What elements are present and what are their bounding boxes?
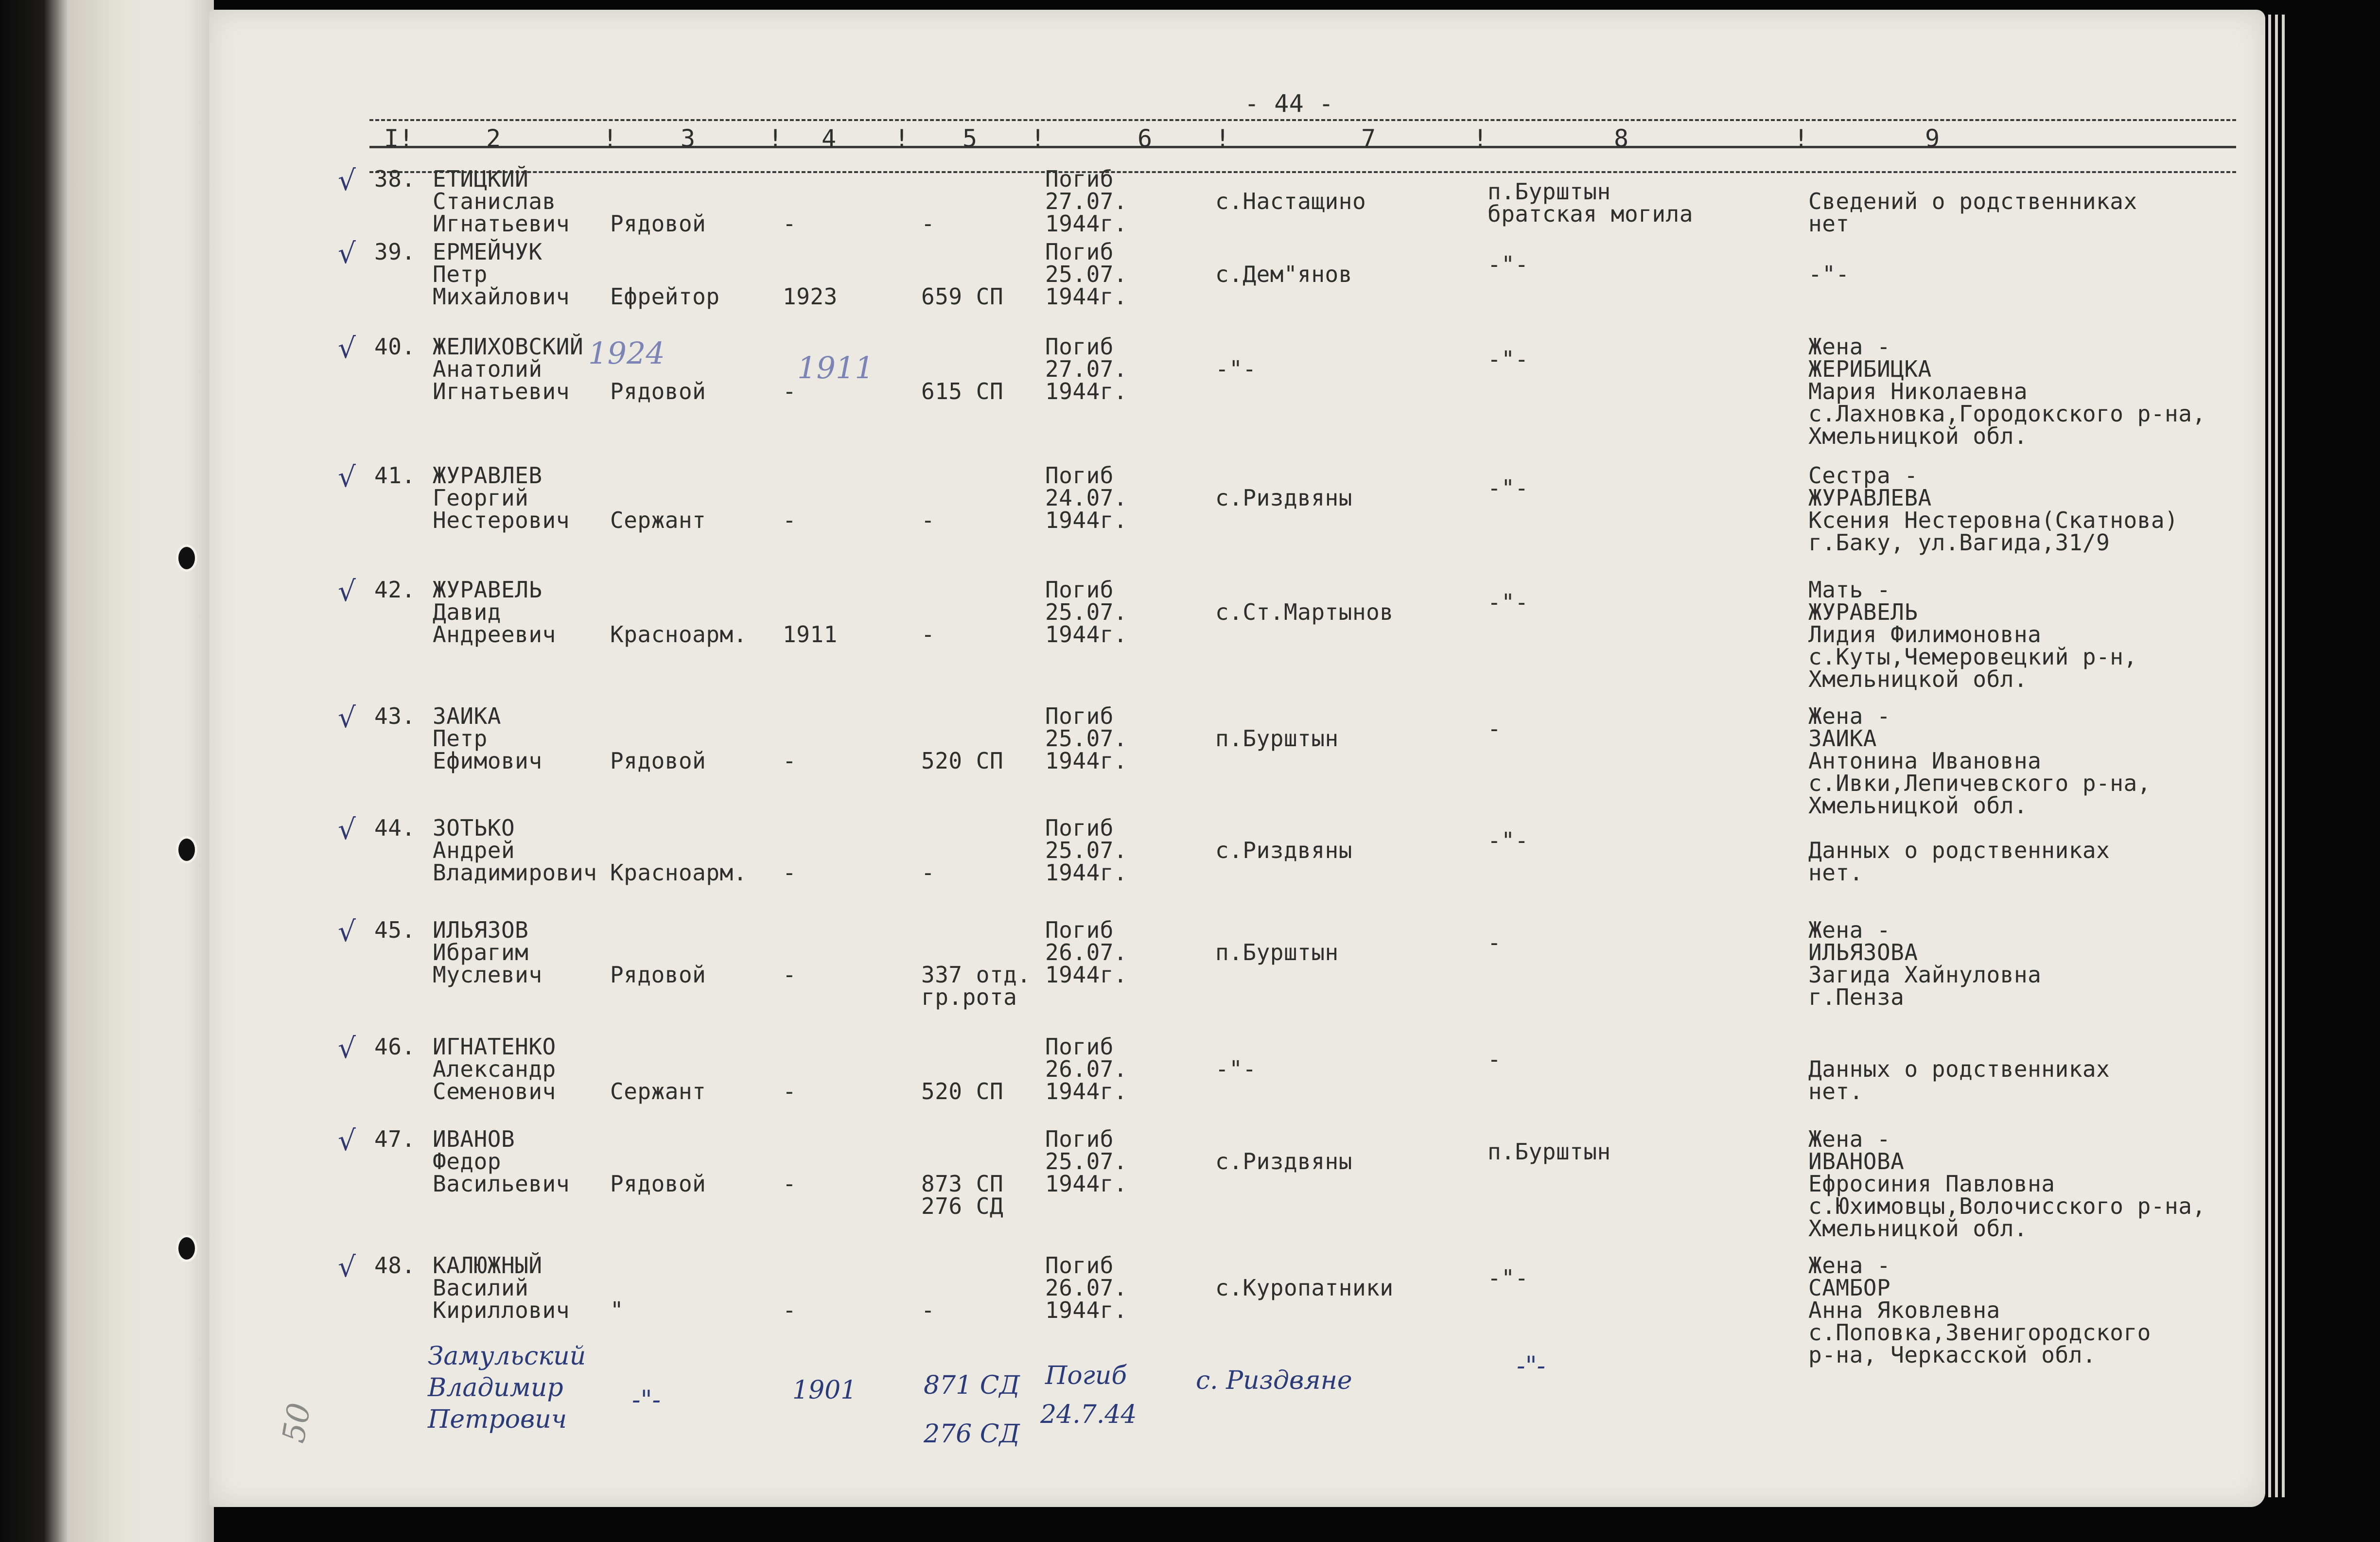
burial-place: п.Бурштын: [1488, 1139, 1611, 1165]
hw-fate-date: 24.7.44: [1040, 1400, 1137, 1429]
first-name: Федор: [433, 1148, 501, 1174]
burial-place: -"-: [1488, 1265, 1529, 1291]
relatives-line: р-на, Черкасской обл.: [1808, 1342, 2097, 1368]
relatives-line: ЖУРАВЕЛЬ: [1808, 599, 1918, 625]
surname: КАЛЮЖНЫЙ: [433, 1252, 542, 1279]
rank: Сержант: [610, 1078, 706, 1104]
relatives-line: Хмельницкой обл.: [1808, 666, 2028, 692]
relatives-line: Ефросиния Павловна: [1808, 1171, 2055, 1197]
patronymic: Нестерович: [433, 507, 570, 533]
relatives-line: Загида Хайнуловна: [1808, 962, 2042, 988]
relatives-line: Мария Николаевна: [1808, 378, 2028, 404]
hw-first-name: Владимир: [428, 1373, 563, 1402]
fate-line: 26.07.: [1045, 939, 1128, 965]
burial-place: -"-: [1488, 346, 1529, 372]
patronymic: Андреевич: [433, 621, 556, 648]
fate-line: 1944г.: [1045, 1171, 1128, 1197]
patronymic: Кириллович: [433, 1297, 570, 1323]
death-place: с.Настащино: [1215, 188, 1366, 214]
check-mark: √: [338, 332, 356, 365]
death-place: с.Куропатники: [1215, 1275, 1394, 1301]
patronymic: Муслевич: [433, 962, 542, 988]
fate-line: 1944г.: [1045, 962, 1128, 988]
relatives-line: Жена -: [1808, 917, 1891, 943]
rank: Красноарм.: [610, 621, 747, 648]
hw-surname: Замульский: [428, 1342, 586, 1371]
relatives-line: г.Баку, ул.Вагида,31/9: [1808, 529, 2110, 556]
birth-year: -: [783, 507, 797, 533]
patronymic: Ефимович: [433, 748, 542, 774]
relatives-line: с.Поповка,Звенигородского: [1808, 1319, 2151, 1346]
first-name: Анатолий: [433, 356, 542, 382]
record-number: 48.: [374, 1252, 416, 1279]
pencil-note: 50: [276, 1400, 318, 1446]
fate-line: 26.07.: [1045, 1056, 1128, 1082]
fate-line: 26.07.: [1045, 1275, 1128, 1301]
rank: Рядовой: [610, 748, 706, 774]
rank: Рядовой: [610, 1171, 706, 1197]
birth-year: -: [783, 748, 797, 774]
header-col-11: !: [1215, 124, 1230, 153]
burial-place: п.Бурштын: [1488, 178, 1611, 205]
fate-line: Погиб: [1045, 239, 1114, 265]
check-mark: √: [338, 915, 356, 948]
page-number: - 44 -: [1244, 89, 1334, 118]
first-name: Александр: [433, 1056, 556, 1082]
relatives-line: ЗАИКА: [1808, 725, 1877, 752]
rank: Рядовой: [610, 210, 706, 237]
patronymic: Владимирович: [433, 859, 597, 886]
fate-line: Погиб: [1045, 166, 1114, 192]
fate-line: 25.07.: [1045, 837, 1128, 863]
record-number: 38.: [374, 166, 416, 192]
relatives-line: Данных о родственниках: [1808, 1056, 2110, 1082]
record-number: 43.: [374, 703, 416, 729]
relatives-line: Жена -: [1808, 333, 1891, 360]
unit-line-2: 276 СД: [921, 1193, 1004, 1219]
relatives-line: Жена -: [1808, 1252, 1891, 1279]
unit: 520 СП: [921, 1078, 1004, 1104]
relatives-line: Лидия Филимоновна: [1808, 621, 2042, 648]
burial-place: -"-: [1488, 827, 1529, 854]
first-name: Петр: [433, 725, 488, 752]
fate-line: 1944г.: [1045, 859, 1128, 886]
unit: 520 СП: [921, 748, 1004, 774]
surname: ЖУРАВЕЛЬ: [433, 577, 542, 603]
left-page-gutter: [0, 0, 214, 1542]
death-place: -"-: [1215, 1056, 1257, 1082]
header-rule-bottom: [369, 171, 2236, 173]
birth-year: -: [783, 210, 797, 237]
relatives-line: нет.: [1808, 859, 1863, 886]
fate-line: 25.07.: [1045, 261, 1128, 287]
header-col-15: !: [1794, 124, 1809, 153]
birth-year: -: [783, 859, 797, 886]
header-col-3: !: [603, 124, 618, 153]
relatives-line: Анна Яковлевна: [1808, 1297, 2000, 1323]
check-mark: √: [338, 813, 356, 846]
fate-line: Погиб: [1045, 1034, 1114, 1060]
record-number: 45.: [374, 917, 416, 943]
record-number: 41.: [374, 462, 416, 489]
first-name: Василий: [433, 1275, 529, 1301]
binding-hole: [176, 1235, 197, 1262]
relatives-line: с.Лахновка,Городокского р-на,: [1808, 401, 2206, 427]
record-number: 40.: [374, 333, 416, 360]
birth-year: -: [783, 1078, 797, 1104]
first-name: Петр: [433, 261, 488, 287]
burial-place: -"-: [1488, 251, 1529, 278]
hw-fate: Погиб: [1045, 1361, 1127, 1390]
fate-line: 25.07.: [1045, 1148, 1128, 1174]
binding-hole: [176, 544, 197, 572]
first-name: Станислав: [433, 188, 556, 214]
header-col-9: !: [1031, 124, 1046, 153]
rank: Красноарм.: [610, 859, 747, 886]
burial-place: -"-: [1488, 589, 1529, 615]
fate-line: 1944г.: [1045, 621, 1128, 648]
unit: -: [921, 621, 935, 648]
page-edge: [2282, 15, 2285, 1497]
header-col-1: I!: [384, 124, 414, 153]
death-place: с.Риздвяны: [1215, 485, 1352, 511]
hw-place: с. Риздвяне: [1196, 1366, 1352, 1395]
binding-hole: [176, 836, 197, 863]
death-place: п.Бурштын: [1215, 939, 1339, 965]
fate-line: 25.07.: [1045, 725, 1128, 752]
first-name: Георгий: [433, 485, 529, 511]
hw-year: 1901: [792, 1376, 857, 1405]
unit-line-2: гр.рота: [921, 984, 1017, 1010]
annotation-year-1911: 1911: [797, 350, 874, 386]
fate-line: 1944г.: [1045, 507, 1128, 533]
record-number: 46.: [374, 1034, 416, 1060]
relatives-line: -"-: [1808, 261, 1850, 287]
unit: 659 СП: [921, 283, 1004, 310]
hw-unit2: 276 СД: [924, 1419, 1020, 1449]
patronymic: Михайлович: [433, 283, 570, 310]
first-name: Давид: [433, 599, 501, 625]
first-name: Ибрагим: [433, 939, 529, 965]
surname: ЕРМЕЙЧУК: [433, 239, 542, 265]
record-number: 42.: [374, 577, 416, 603]
header-col-10: 6: [1138, 124, 1153, 153]
relatives-line: Жена -: [1808, 1126, 1891, 1152]
unit: 873 СП: [921, 1171, 1004, 1197]
unit: -: [921, 1297, 935, 1323]
relatives-line: Антонина Ивановна: [1808, 748, 2042, 774]
birth-year: -: [783, 1171, 797, 1197]
record-number: 47.: [374, 1126, 416, 1152]
check-mark: √: [338, 237, 356, 270]
relatives-line: Мать -: [1808, 577, 1891, 603]
hw-unit: 871 СД: [924, 1371, 1020, 1400]
header-col-13: !: [1473, 124, 1488, 153]
fate-line: Погиб: [1045, 815, 1114, 841]
header-col-12: 7: [1361, 124, 1376, 153]
fate-line: 25.07.: [1045, 599, 1128, 625]
relatives-line: САМБОР: [1808, 1275, 1891, 1301]
relatives-line: с.Юхимовцы,Волочисского р-на,: [1808, 1193, 2206, 1219]
unit: -: [921, 507, 935, 533]
page-edge: [2268, 15, 2271, 1497]
rank: ": [610, 1297, 624, 1323]
death-place: п.Бурштын: [1215, 725, 1339, 752]
header-col-16: 9: [1925, 124, 1940, 153]
birth-year: 1911: [783, 621, 838, 648]
hw-rank: -"-: [632, 1385, 661, 1415]
relatives-line: с.Ивки,Лепичевского р-на,: [1808, 770, 2151, 796]
header-col-4: 3: [681, 124, 696, 153]
birth-year: 1923: [783, 283, 838, 310]
header-col-6: 4: [822, 124, 837, 153]
fate-line: 1944г.: [1045, 210, 1128, 237]
check-mark: √: [338, 1124, 356, 1157]
death-place: с.Риздвяны: [1215, 837, 1352, 863]
unit: 615 СП: [921, 378, 1004, 404]
header-col-5: !: [768, 124, 783, 153]
surname: ЗАИКА: [433, 703, 501, 729]
relatives-line: Ксения Нестеровна(Скатнова): [1808, 507, 2179, 533]
header-col-2: 2: [486, 124, 501, 153]
check-mark: √: [338, 1032, 356, 1065]
patronymic: Васильевич: [433, 1171, 570, 1197]
hw-burial: -"-: [1517, 1351, 1546, 1381]
fate-line: Погиб: [1045, 703, 1114, 729]
relatives-line: ЖЕРИБИЦКА: [1808, 356, 1932, 382]
rank: Рядовой: [610, 962, 706, 988]
relatives-line: нет: [1808, 210, 1850, 237]
relatives-line: Хмельницкой обл.: [1808, 1215, 2028, 1242]
fate-line: 27.07.: [1045, 188, 1128, 214]
check-mark: √: [338, 164, 356, 197]
fate-line: Погиб: [1045, 917, 1114, 943]
death-place: с.Риздвяны: [1215, 1148, 1352, 1174]
relatives-line: с.Куты,Чемеровецкий р-н,: [1808, 644, 2137, 670]
check-mark: √: [338, 575, 356, 608]
record-number: 44.: [374, 815, 416, 841]
surname: ЖЕЛИХОВСКИЙ: [433, 333, 584, 360]
relatives-line: Данных о родственниках: [1808, 837, 2110, 863]
relatives-line: ЖУРАВЛЕВА: [1808, 485, 1932, 511]
relatives-line: г.Пенза: [1808, 984, 1905, 1010]
relatives-line: Сведений о родственниках: [1808, 188, 2137, 214]
burial-place: -: [1488, 929, 1502, 956]
check-mark: √: [338, 701, 356, 734]
header-rule-top: [369, 119, 2236, 121]
relatives-line: нет.: [1808, 1078, 1863, 1104]
relatives-line: ИЛЬЯЗОВА: [1808, 939, 1918, 965]
surname: ИГНАТЕНКО: [433, 1034, 556, 1060]
fate-line: Погиб: [1045, 333, 1114, 360]
page-edge: [2275, 15, 2278, 1497]
unit: -: [921, 210, 935, 237]
surname: ЖУРАВЛЕВ: [433, 462, 542, 489]
unit: 337 отд.: [921, 962, 1031, 988]
header-col-7: !: [894, 124, 910, 153]
burial-place: братская могила: [1488, 201, 1693, 227]
death-place: с.Ст.Мартынов: [1215, 599, 1394, 625]
rank: Рядовой: [610, 378, 706, 404]
patronymic: Семенович: [433, 1078, 556, 1104]
fate-line: 1944г.: [1045, 378, 1128, 404]
hw-patronymic: Петрович: [428, 1405, 567, 1434]
header-rule-middle: [369, 146, 2236, 148]
fate-line: 1944г.: [1045, 1078, 1128, 1104]
burial-place: -"-: [1488, 475, 1529, 501]
header-col-14: 8: [1614, 124, 1629, 153]
record-number: 39.: [374, 239, 416, 265]
first-name: Андрей: [433, 837, 515, 863]
birth-year: -: [783, 962, 797, 988]
surname: ЗОТЬКО: [433, 815, 515, 841]
fate-line: 1944г.: [1045, 748, 1128, 774]
check-mark: √: [338, 1250, 356, 1283]
rank: Ефрейтор: [610, 283, 720, 310]
relatives-line: Хмельницкой обл.: [1808, 792, 2028, 819]
fate-line: Погиб: [1045, 577, 1114, 603]
fate-line: 24.07.: [1045, 485, 1128, 511]
rank: Сержант: [610, 507, 706, 533]
patronymic: Игнатьевич: [433, 378, 570, 404]
burial-place: -: [1488, 1046, 1502, 1072]
birth-year: -: [783, 1297, 797, 1323]
fate-line: Погиб: [1045, 1252, 1114, 1279]
relatives-line: Сестра -: [1808, 462, 1918, 489]
header-col-8: 5: [962, 124, 978, 153]
surname: ЕТИЦКИЙ: [433, 166, 529, 192]
fate-line: 27.07.: [1045, 356, 1128, 382]
fate-line: 1944г.: [1045, 283, 1128, 310]
relatives-line: ИВАНОВА: [1808, 1148, 1905, 1174]
fate-line: Погиб: [1045, 462, 1114, 489]
surname: ИЛЬЯЗОВ: [433, 917, 529, 943]
check-mark: √: [338, 460, 356, 493]
death-place: с.Дем"янов: [1215, 261, 1352, 287]
burial-place: -: [1488, 716, 1502, 742]
birth-year: -: [783, 378, 797, 404]
relatives-line: Жена -: [1808, 703, 1891, 729]
annotation-year-1924: 1924: [588, 335, 665, 371]
death-place: -"-: [1215, 356, 1257, 382]
unit: -: [921, 859, 935, 886]
surname: ИВАНОВ: [433, 1126, 515, 1152]
patronymic: Игнатьевич: [433, 210, 570, 237]
fate-line: 1944г.: [1045, 1297, 1128, 1323]
fate-line: Погиб: [1045, 1126, 1114, 1152]
relatives-line: Хмельницкой обл.: [1808, 423, 2028, 449]
